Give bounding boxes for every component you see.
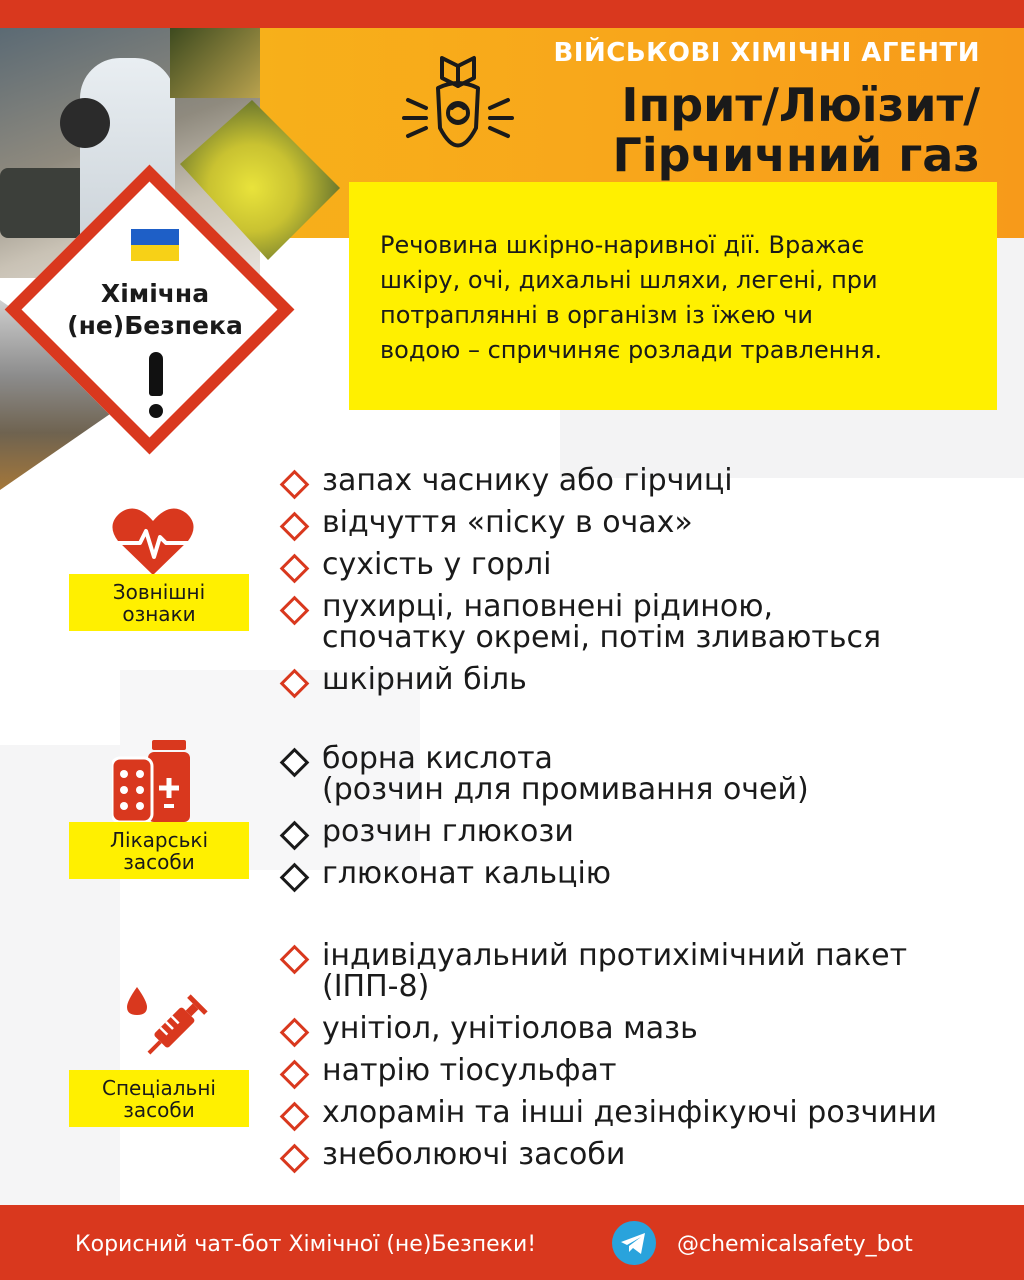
list-item: сухість у горлі — [276, 549, 881, 580]
section-label-symptoms — [69, 574, 249, 631]
special-list — [276, 940, 937, 1181]
top-bar — [0, 0, 1024, 28]
diamond-bullet-icon — [280, 554, 310, 584]
label-line: засоби — [123, 850, 195, 874]
label-line: засоби — [123, 1098, 195, 1122]
diamond-bullet-icon — [280, 821, 310, 851]
badge-line1: Хімічна — [100, 279, 210, 308]
telegram-icon[interactable] — [612, 1221, 656, 1265]
diamond-bullet-icon — [280, 596, 310, 626]
list-item: унітіол, унітіолова мазь — [276, 1013, 937, 1044]
bot-handle-link[interactable]: @chemicalsafety_bot — [677, 1232, 913, 1257]
diamond-bullet-icon — [280, 1102, 310, 1132]
label-line: Зовнішні — [112, 580, 206, 604]
list-item: натрію тіосульфат — [276, 1055, 937, 1086]
exclamation-icon — [141, 352, 171, 422]
section-label-medicines — [69, 822, 249, 879]
description-text — [380, 228, 990, 368]
description-line: Речовина шкірно-наривної дії. Вражає — [380, 231, 865, 259]
page-title — [540, 80, 980, 180]
list-item: знеболюючі засоби — [276, 1139, 937, 1170]
label-line: Лікарські — [109, 828, 209, 852]
diamond-bullet-icon — [280, 1018, 310, 1048]
diamond-bullet-icon — [280, 945, 310, 975]
list-item: відчуття «піску в очах» — [276, 507, 881, 538]
bomb-icon — [398, 48, 518, 168]
badge-line2: (не)Безпека — [67, 311, 243, 340]
badge-text — [60, 278, 250, 342]
diamond-bullet-icon — [280, 1060, 310, 1090]
medicines-list — [276, 743, 809, 900]
list-item: запах часнику або гірчиці — [276, 465, 881, 496]
list-item: глюконат кальцію — [276, 858, 809, 889]
syringe-icon — [125, 985, 211, 1065]
diamond-bullet-icon — [280, 470, 310, 500]
list-item: індивідуальний протихімічний пакет (ІПП-8) — [276, 940, 937, 1002]
list-item: шкірний біль — [276, 664, 881, 695]
footer-text: Корисний чат-бот Хімічної (не)Безпеки! — [75, 1232, 537, 1257]
label-line: ознаки — [122, 602, 196, 626]
header-subtitle: ВІЙСЬКОВІ ХІМІЧНІ АГЕНТИ — [553, 38, 980, 68]
description-line: водою – спричиняє розлади травлення. — [380, 336, 883, 364]
face-photo — [170, 28, 260, 98]
label-line: Спеціальні — [102, 1076, 216, 1100]
list-item: пухирці, наповнені рідиною, спочатку окремі, потім зливаються — [276, 591, 881, 653]
ukraine-flag-icon — [131, 229, 179, 261]
description-line: шкіру, очі, дихальні шляхи, легені, при — [380, 266, 878, 294]
diamond-bullet-icon — [280, 748, 310, 778]
title-line2: Гірчичний газ — [612, 128, 980, 182]
diamond-bullet-icon — [280, 512, 310, 542]
diamond-bullet-icon — [280, 1144, 310, 1174]
list-item: хлорамін та інші дезінфікуючі розчини — [276, 1097, 937, 1128]
medicine-icon — [112, 740, 198, 822]
list-item: розчин глюкози — [276, 816, 809, 847]
diamond-bullet-icon — [280, 863, 310, 893]
symptoms-list — [276, 465, 881, 706]
list-item: борна кислота (розчин для промивання очей) — [276, 743, 809, 805]
diamond-bullet-icon — [280, 669, 310, 699]
background-panel — [0, 745, 120, 1205]
section-label-special — [69, 1070, 249, 1127]
heart-pulse-icon — [110, 505, 196, 577]
title-line1: Іприт/Люїзит/ — [621, 78, 980, 132]
description-line: потраплянні в організм із їжею чи — [380, 301, 814, 329]
